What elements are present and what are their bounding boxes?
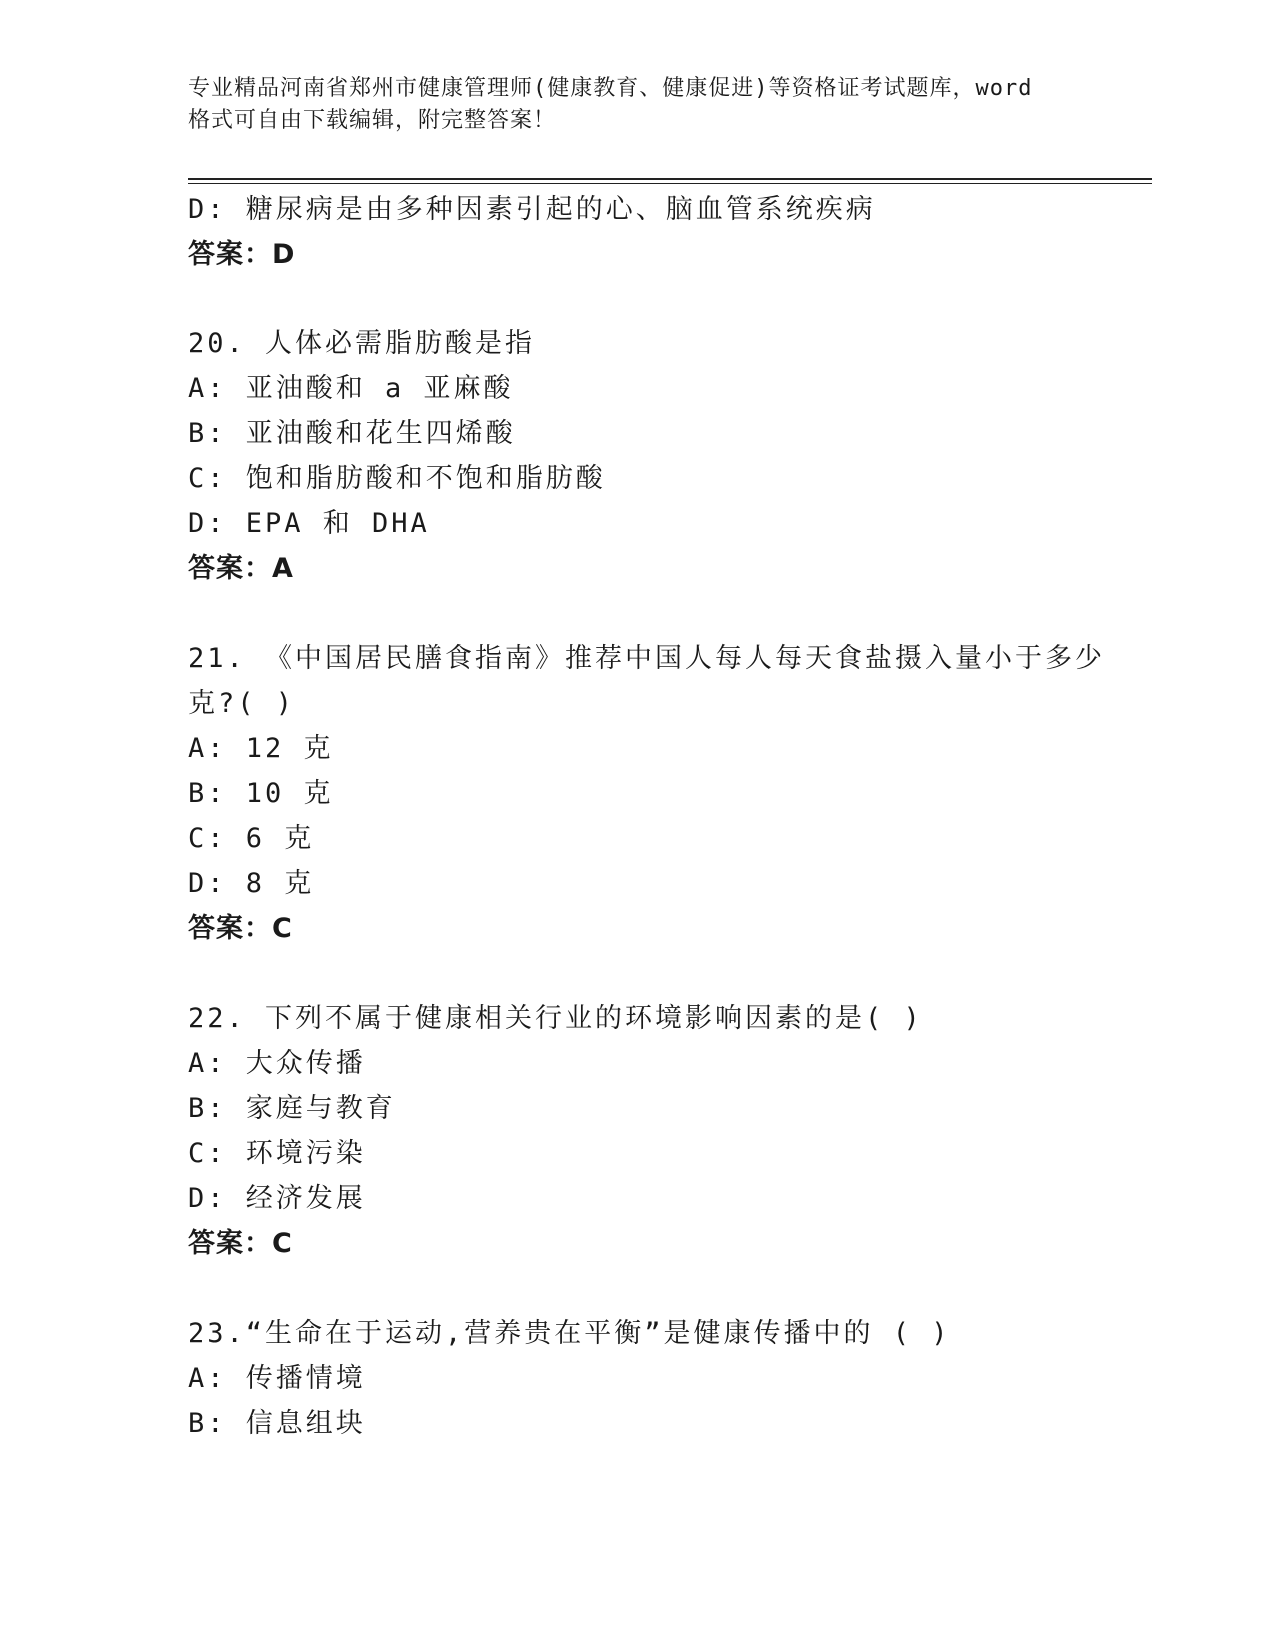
q21-option-a: A: 12 克 [188,733,334,764]
q22-option-b: B: 家庭与教育 [188,1093,396,1124]
q20-option-d: D: EPA 和 DHA [188,508,430,539]
header-divider-thick [188,178,1152,180]
q22-stem: 22. 下列不属于健康相关行业的环境影响因素的是( ) [188,1003,923,1034]
q22-option-a: A: 大众传播 [188,1048,366,1079]
q21-answer: 答案：C [188,913,293,944]
q21-option-b: B: 10 克 [188,778,334,809]
q21-stem-line-1: 21. 《中国居民膳食指南》推荐中国人每人每天食盐摄入量小于多少 [188,643,1106,674]
q20-option-c: C: 饱和脂肪酸和不饱和脂肪酸 [188,463,606,494]
header-line-2: 格式可自由下载编辑，附完整答案！ [188,108,557,133]
document-header [188,73,1088,137]
q23-stem: 23.“生命在于运动,营养贵在平衡”是健康传播中的 ( ) [188,1318,951,1349]
q21-option-d: D: 8 克 [188,868,315,899]
q22-option-c: C: 环境污染 [188,1138,366,1169]
q20-answer: 答案：A [188,553,294,584]
q22-answer: 答案：C [188,1228,293,1259]
q21-stem-line-2: 克?( ) [188,688,296,719]
q22-option-d: D: 经济发展 [188,1183,366,1214]
q23-option-a: A: 传播情境 [188,1363,366,1394]
header-divider-thin [188,183,1152,184]
q20-option-b: B: 亚油酸和花生四烯酸 [188,418,516,449]
header-line-1: 专业精品河南省郑州市健康管理师(健康教育、健康促进)等资格证考试题库，word [188,76,1033,101]
q20-option-a: A: 亚油酸和 a 亚麻酸 [188,373,514,404]
q19-option-d: D: 糖尿病是由多种因素引起的心、脑血管系统疾病 [188,194,876,225]
q23-option-b: B: 信息组块 [188,1408,366,1439]
q19-answer: 答案：D [188,239,296,270]
q20-stem: 20. 人体必需脂肪酸是指 [188,328,536,359]
q21-option-c: C: 6 克 [188,823,315,854]
